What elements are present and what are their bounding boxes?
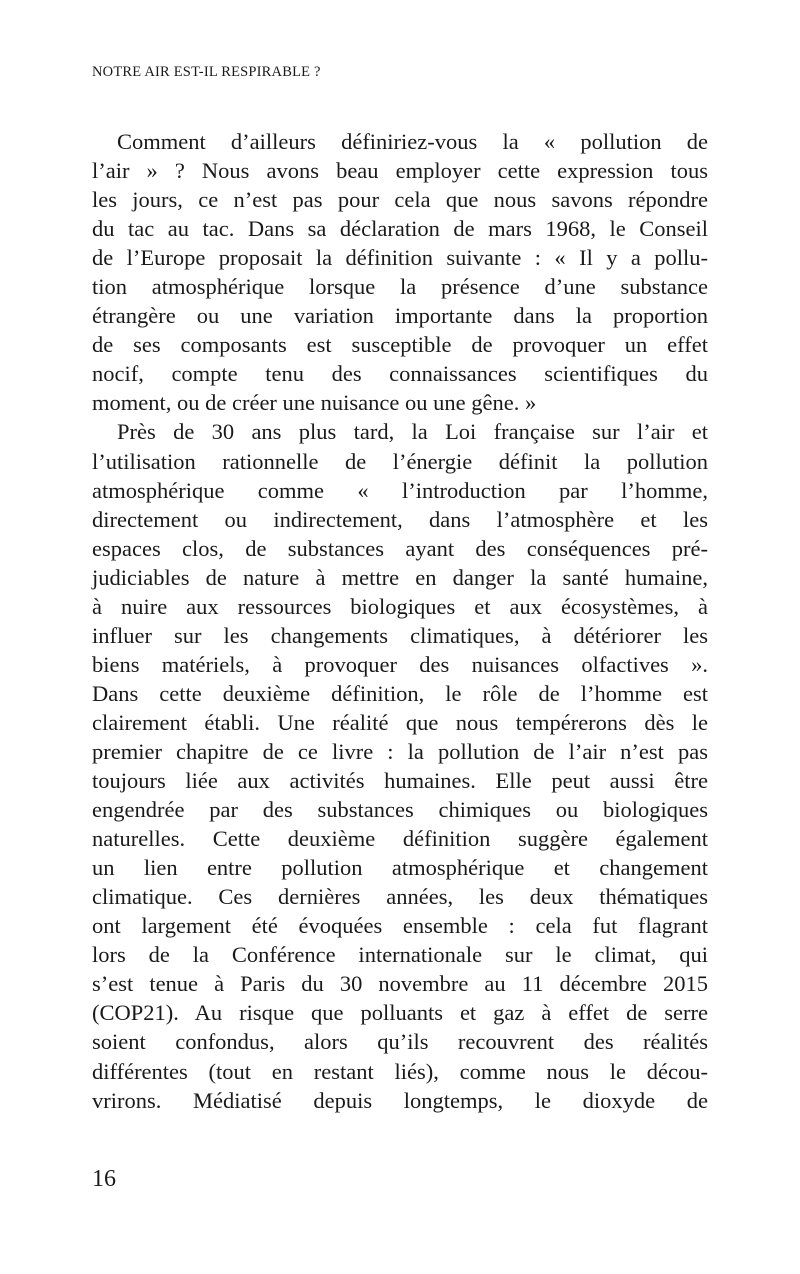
text-line: du tac au tac. Dans sa déclaration de mars 1968, le Conseil — [92, 216, 708, 242]
page-number: 16 — [92, 1166, 116, 1192]
text-line: nocif, compte tenu des connaissances scientifiques du — [92, 361, 708, 387]
text-line: Dans cette deuxième définition, le rôle de l’homme est — [92, 680, 708, 706]
text-line: soient confondus, alors qu’ils recouvrent des réalités — [92, 1029, 708, 1055]
paragraph — [92, 417, 708, 1114]
text-line: (COP21). Au risque que polluants et gaz à effet de serre — [92, 1000, 708, 1026]
text-line: espaces clos, de substances ayant des conséquences pré- — [92, 535, 708, 561]
text-line: s’est tenue à Paris du 30 novembre au 11 décembre 2015 — [92, 971, 708, 997]
text-line: influer sur les changements climatiques, à détériorer les — [92, 622, 708, 648]
text-line: Comment d’ailleurs définiriez-vous la « pollution de — [117, 129, 708, 154]
text-line: engendrée par des substances chimiques ou biologiques — [92, 797, 708, 823]
text-line: biens matériels, à provoquer des nuisances olfactives ». — [92, 651, 708, 677]
text-line: climatique. Ces dernières années, les deux thématiques — [92, 884, 708, 910]
text-line: différentes (tout en restant liés), comme nous le décou- — [92, 1058, 708, 1084]
text-line: l’air » ? Nous avons beau employer cette expression tous — [92, 158, 708, 184]
text-line: un lien entre pollution atmosphérique et changement — [92, 855, 708, 881]
running-head: NOTRE AIR EST-IL RESPIRABLE ? — [92, 64, 321, 80]
text-line: de ses composants est susceptible de provoquer un effet — [92, 332, 708, 358]
text-line: les jours, ce n’est pas pour cela que nous savons répondre — [92, 187, 708, 213]
text-line: étrangère ou une variation importante dans la proportion — [92, 303, 708, 329]
text-line: premier chapitre de ce livre : la pollution de l’air n’est pas — [92, 738, 708, 764]
text-line: naturelles. Cette deuxième définition suggère également — [92, 826, 708, 852]
paragraph — [92, 127, 708, 417]
text-line: à nuire aux ressources biologiques et aux écosystèmes, à — [92, 593, 708, 619]
text-line: l’utilisation rationnelle de l’énergie définit la pollution — [92, 448, 708, 474]
text-line: directement ou indirectement, dans l’atmosphère et les — [92, 506, 708, 532]
text-line: Près de 30 ans plus tard, la Loi française sur l’air et — [117, 419, 708, 445]
text-line: clairement établi. Une réalité que nous tempérerons dès le — [92, 709, 708, 735]
text-line: judiciables de nature à mettre en danger la santé humaine, — [92, 564, 708, 590]
text-line: lors de la Conférence internationale sur le climat, qui — [92, 942, 708, 968]
text-line: atmosphérique comme « l’introduction par l’homme, — [92, 477, 708, 503]
text-line: moment, ou de créer une nuisance ou une gêne. » — [92, 390, 537, 416]
body-text — [92, 127, 708, 1115]
text-line: toujours liée aux activités humaines. Elle peut aussi être — [92, 768, 708, 794]
text-line: vrirons. Médiatisé depuis longtemps, le dioxyde de — [92, 1087, 708, 1113]
text-line: tion atmosphérique lorsque la présence d’une substance — [92, 274, 708, 300]
text-line: ont largement été évoquées ensemble : cela fut flagrant — [92, 913, 708, 939]
text-line: de l’Europe proposait la définition suivante : « Il y a pollu- — [92, 245, 708, 271]
